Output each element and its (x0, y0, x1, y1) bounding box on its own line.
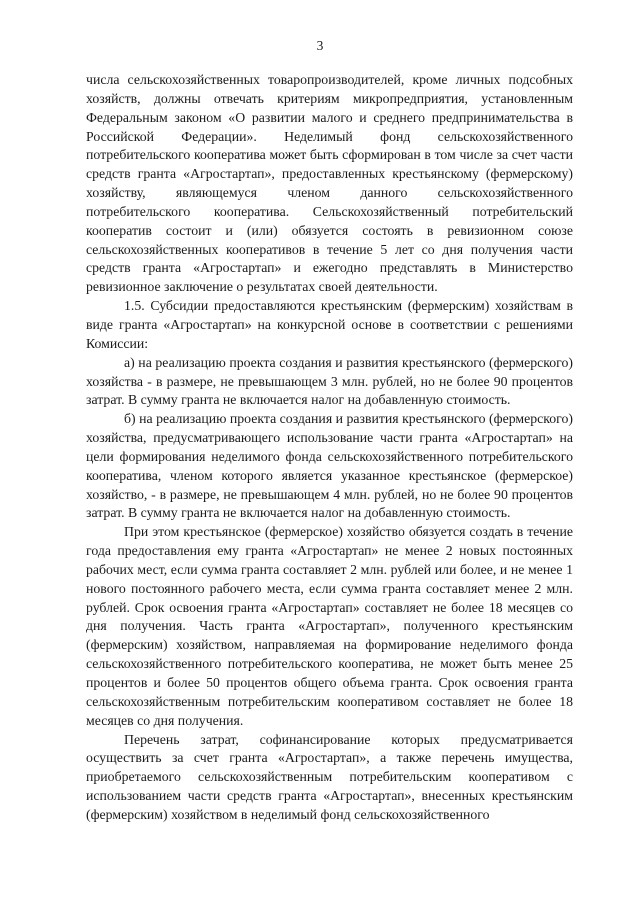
paragraph-item-b: б) на реализацию проекта создания и развития крестьянского (фермерского) хозяйства, предусматривающего использование части гранта «Агростартап» на цели формирования неделимого фонда сельскохозяйственного потребительского кооператива, членом которого является указанное крестьянское (фермерское) хозяйство, - в размере, не превышающем 4 млн. рублей, но не более 90 процентов затрат. В сумму гранта не включается налог на добавленную стоимость. (86, 411, 573, 521)
paragraph-continuation: числа сельскохозяйственных товаропроизводителей, кроме личных подсобных хозяйств, должны отвечать критериям микропредприятия, установленным Федеральным законом «О развитии малого и среднего предпринимательства в Российской Федерации». Неделимый фонд сельскохозяйственного потребительского кооператива может быть сформирован в том числе за счет части средств гранта «Агростартап», предоставленных крестьянскому (фермерскому) хозяйству, являющемуся членом данного сельскохозяйственного потребительского кооператива. Сельскохозяйственный потребительский кооператив состоит и (или) обязуется состоять в ревизионном союзе сельскохозяйственных кооперативов в течение 5 лет со дня получения части средств гранта «Агростартап» и ежегодно представлять в Министерство ревизионное заключение о результатах своей деятельности. (86, 72, 573, 295)
page-number: 3 (316, 38, 324, 53)
paragraph-obligations: При этом крестьянское (фермерское) хозяйство обязуется создать в течение года предоставления ему гранта «Агростартап» не менее 2 новых постоянных рабочих мест, если сумма гранта составляет 2 млн. рублей или более, и не менее 1 нового постоянного рабочего места, если сумма гранта составляет менее 2 млн. рублей. Срок освоения гранта «Агростартап» составляет не более 18 месяцев со дня получения. Часть гранта «Агростартап», полученного крестьянским (фермерским) хозяйством, направляемая на формирование неделимого фонда сельскохозяйственного потребительского кооператива, не может быть менее 25 процентов и более 50 процентов общего объема гранта. Срок освоения гранта сельскохозяйственным потребительским кооперативом составляет не более 18 месяцев со дня получения. (86, 524, 573, 728)
paragraph-item-a: а) на реализацию проекта создания и развития крестьянского (фермерского) хозяйства - в размере, не превышающем 3 млн. рублей, но не более 90 процентов затрат. В сумму гранта не включается налог на добавленную стоимость. (86, 354, 573, 408)
document-body (86, 71, 573, 825)
paragraph-cost-list: Перечень затрат, софинансирование которых предусматривается осуществить за счет гранта «Агростартап», а также перечень имущества, приобретаемого сельскохозяйственным потребительским кооперативом с использованием части средств гранта «Агростартап», внесенных крестьянским (фермерским) хозяйством в неделимый фонд сельскохозяйственного (86, 731, 573, 822)
paragraph-section-1-5: 1.5. Субсидии предоставляются крестьянским (фермерским) хозяйствам в виде гранта «Агростартап» на конкурсной основе в соответствии с решениями Комиссии: (86, 298, 573, 351)
